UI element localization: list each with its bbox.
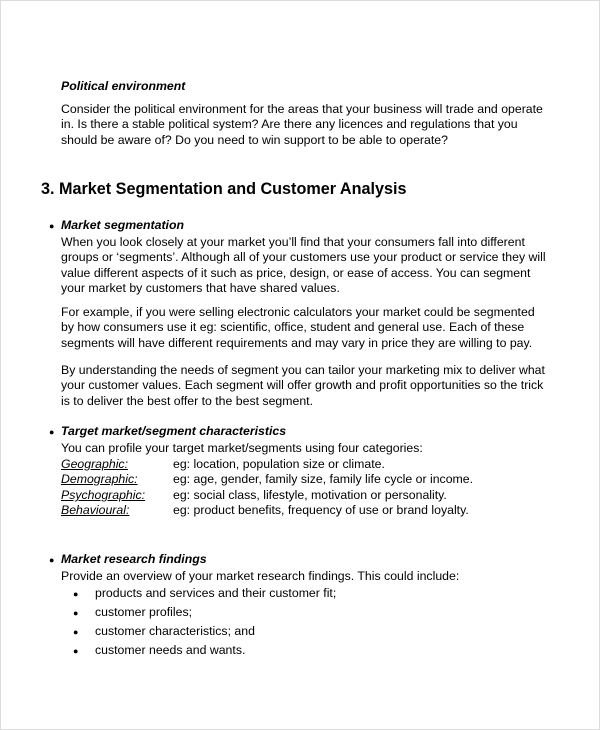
segmentation-paragraph-1 xyxy=(61,235,553,297)
paragraph-line: Consider the political environment for the areas that your business will trade and operate xyxy=(61,102,543,116)
category-behavioural-label: Behavioural: xyxy=(61,503,130,517)
paragraph-line: groups or ‘segments’. Although all of your customers use your product or service they will xyxy=(61,250,546,265)
category-geographic-label: Geographic: xyxy=(61,457,128,471)
category-demographic-label: Demographic: xyxy=(61,472,138,486)
characteristics-intro: You can profile your target market/segments using four categories: xyxy=(61,441,423,455)
research-findings-intro: Provide an overview of your market research findings. This could include: xyxy=(61,569,460,583)
segmentation-paragraph-3 xyxy=(61,363,553,409)
list-item: customer profiles; xyxy=(95,605,193,619)
paragraph-line: your customer values. Each segment will offer growth and profit opportunities so the trick xyxy=(61,378,544,393)
characteristics-heading: Target market/segment characteristics xyxy=(61,424,287,438)
political-environment-paragraph xyxy=(61,102,553,148)
bullet-icon: ● xyxy=(73,608,79,618)
market-segmentation-heading: Market segmentation xyxy=(61,218,184,232)
category-behavioural-desc: eg: product benefits, frequency of use or brand loyalty. xyxy=(173,503,469,517)
category-psychographic-desc: eg: social class, lifestyle, motivation or personality. xyxy=(173,488,447,502)
bullet-icon: ● xyxy=(49,221,55,231)
bullet-icon: ● xyxy=(73,627,79,637)
bullet-icon: ● xyxy=(73,646,79,656)
research-findings-heading: Market research findings xyxy=(61,552,207,566)
political-environment-heading: Political environment xyxy=(61,79,186,93)
list-item: customer needs and wants. xyxy=(95,643,246,657)
paragraph-line: is to deliver the best offer to the best segment. xyxy=(61,393,314,408)
category-demographic-desc: eg: age, gender, family size, family life cycle or income. xyxy=(173,472,474,486)
paragraph-line: by how consumers use it eg: scientific, office, student and general use. Each of these xyxy=(61,320,525,335)
list-item: products and services and their customer fit; xyxy=(95,586,337,600)
bullet-icon: ● xyxy=(73,589,79,599)
paragraph-line: value different aspects of it such as price, design, or ease of access. You can segment xyxy=(61,265,531,280)
section-3-heading: 3. Market Segmentation and Customer Analysis xyxy=(41,180,407,198)
paragraph-line: in. Is there a stable political system? Are there any licences and regulations that you xyxy=(61,117,518,132)
segmentation-paragraph-2 xyxy=(61,305,553,351)
category-psychographic-label: Psychographic: xyxy=(61,488,146,502)
bullet-icon: ● xyxy=(49,555,55,565)
paragraph-line: When you look closely at your market you’ll find that your consumers fall into different xyxy=(61,235,525,249)
category-geographic-desc: eg: location, population size or climate. xyxy=(173,457,385,471)
paragraph-line: your market by customers that have shared values. xyxy=(61,281,340,296)
paragraph-line: segments will have different requirements and may vary in price they are willing to pay. xyxy=(61,335,533,350)
paragraph-line: should be aware of? Do you need to win support to be able to operate? xyxy=(61,132,448,147)
paragraph-line: By understanding the needs of segment you can tailor your marketing mix to deliver what xyxy=(61,363,545,377)
list-item: customer characteristics; and xyxy=(95,624,255,638)
paragraph-line: For example, if you were selling electronic calculators your market could be segmented xyxy=(61,305,535,319)
bullet-icon: ● xyxy=(49,427,55,437)
